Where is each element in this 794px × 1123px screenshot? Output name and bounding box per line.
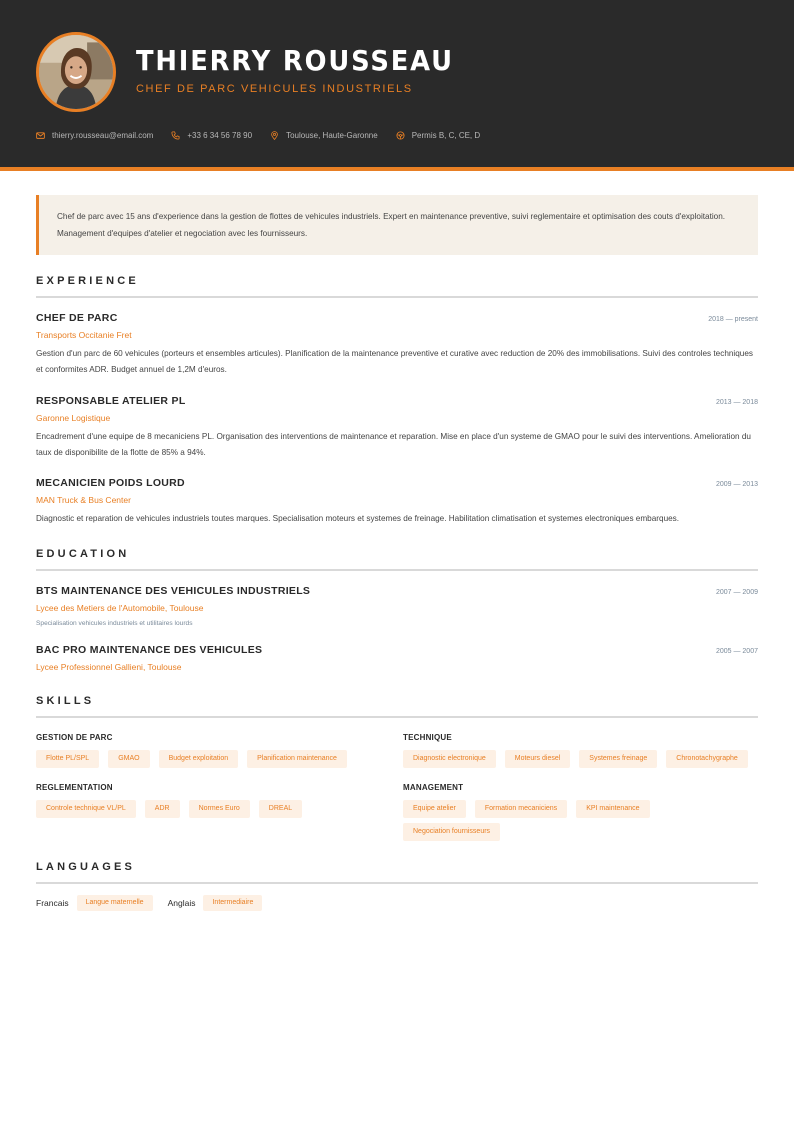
skill-category: GESTION DE PARC [36,733,113,742]
contact-email-text: thierry.rousseau@email.com [52,130,154,140]
email-icon [36,131,45,140]
skill-tag: Planification maintenance [247,750,347,768]
contact-license [396,131,480,140]
contact-license-text: Permis B, C, CE, D [411,130,481,140]
experience-role: RESPONSABLE ATELIER PL [36,395,186,407]
education-school: Lycee Professionnel Gallieni, Toulouse [36,662,182,672]
experience-role: MECANICIEN POIDS LOURD [36,477,185,489]
skill-tag: Normes Euro [189,800,250,818]
education-dates: 2007 — 2009 [715,589,758,596]
skill-tag: Diagnostic electronique [403,750,496,768]
location-icon [270,131,279,140]
skills-divider [36,716,758,718]
language-level: Langue maternelle [77,895,153,911]
contact-email[interactable] [36,131,153,140]
candidate-name: THIERRY ROUSSEAU [136,44,454,77]
education-divider [36,569,758,571]
skill-tag: DREAL [259,800,302,818]
skill-tag: Systemes freinage [579,750,657,768]
skill-tag-list [403,823,509,841]
avatar [36,32,116,112]
skill-category: REGLEMENTATION [36,783,113,792]
language-level: Intermediaire [203,895,262,911]
skill-tag: KPI maintenance [576,800,649,818]
skills-heading: SKILLS [36,695,95,707]
experience-description: Encadrement d'une equipe de 8 mecaniciens PL. Organisation des interventions de maintenance et reparation. Mise en place d'un systeme de GMAO pour le suivi des interventions. Amelioration du taux de disponibilite de la flotte de 85% a 94%. [36,432,751,457]
profile-summary: Chef de parc avec 15 ans d'experience dans la gestion de flottes de vehicules industriels. Expert en maintenance preventive, suivi reglementaire et optimisation des couts d'exploitation. Management d'equipes d'atelier et negociation avec les fournisseurs. [36,195,758,255]
steering-wheel-icon [396,131,405,140]
language-name: Anglais [167,898,196,908]
experience-dates: 2009 — 2013 [715,481,758,488]
education-dates: 2005 — 2007 [715,648,758,655]
skill-tag-list [36,750,356,768]
contact-location-text: Toulouse, Haute-Garonne [286,130,378,140]
experience-heading: EXPERIENCE [36,275,139,287]
education-school: Lycee des Metiers de l'Automobile, Toulouse [36,603,204,613]
contact-bar [36,129,498,141]
experience-dates: 2013 — 2018 [715,399,758,406]
skill-category: MANAGEMENT [403,783,464,792]
skill-tag: Budget exploitation [159,750,239,768]
skill-tag: GMAO [108,750,149,768]
contact-phone-text: +33 6 34 56 78 90 [187,130,253,140]
skill-tag: Flotte PL/SPL [36,750,99,768]
experience-dates: 2018 — present [708,316,758,323]
candidate-title: CHEF DE PARC VEHICULES INDUSTRIELS [136,83,413,95]
experience-description: Gestion d'un parc de 60 vehicules (porteurs et ensembles articules). Planification de la maintenance preventive et curative avec reduction de 20% des immobilisations. Suivi des controles techniques et conformites ADR. Budget annuel de 1,2M d'euros. [36,349,753,374]
contact-location [270,131,378,140]
language-list [36,895,277,911]
phone-icon [171,131,180,140]
education-degree: BAC PRO MAINTENANCE DES VEHICULES [36,644,263,656]
languages-divider [36,882,758,884]
experience-description: Diagnostic et reparation de vehicules industriels toutes marques. Specialisation moteurs et systemes de freinage. Habilitation climatisation et systemes electroniques embarques. [36,514,680,523]
skill-tag-list [36,800,311,818]
header-accent-stripe [0,167,794,171]
experience-company: MAN Truck & Bus Center [36,495,131,505]
profile-photo [39,35,113,109]
experience-company: Transports Occitanie Fret [36,330,132,340]
language-name: Francais [36,898,69,908]
education-note: Specialisation vehicules industriels et utilitaires lourds [36,620,193,627]
skill-tag: Formation mecaniciens [475,800,567,818]
experience-divider [36,296,758,298]
education-degree: BTS MAINTENANCE DES VEHICULES INDUSTRIELS [36,585,311,597]
experience-role: CHEF DE PARC [36,312,118,324]
contact-phone[interactable] [171,131,252,140]
skill-tag: Moteurs diesel [505,750,571,768]
skill-tag: ADR [145,800,180,818]
skill-tag: Negociation fournisseurs [403,823,500,841]
skill-category: TECHNIQUE [403,733,452,742]
education-heading: EDUCATION [36,548,130,560]
skill-tag: Equipe atelier [403,800,466,818]
languages-heading: LANGUAGES [36,861,136,873]
skill-tag-list [403,800,659,818]
skill-tag-list [403,750,757,768]
experience-company: Garonne Logistique [36,413,111,423]
skill-tag: Chronotachygraphe [666,750,748,768]
skill-tag: Controle technique VL/PL [36,800,136,818]
